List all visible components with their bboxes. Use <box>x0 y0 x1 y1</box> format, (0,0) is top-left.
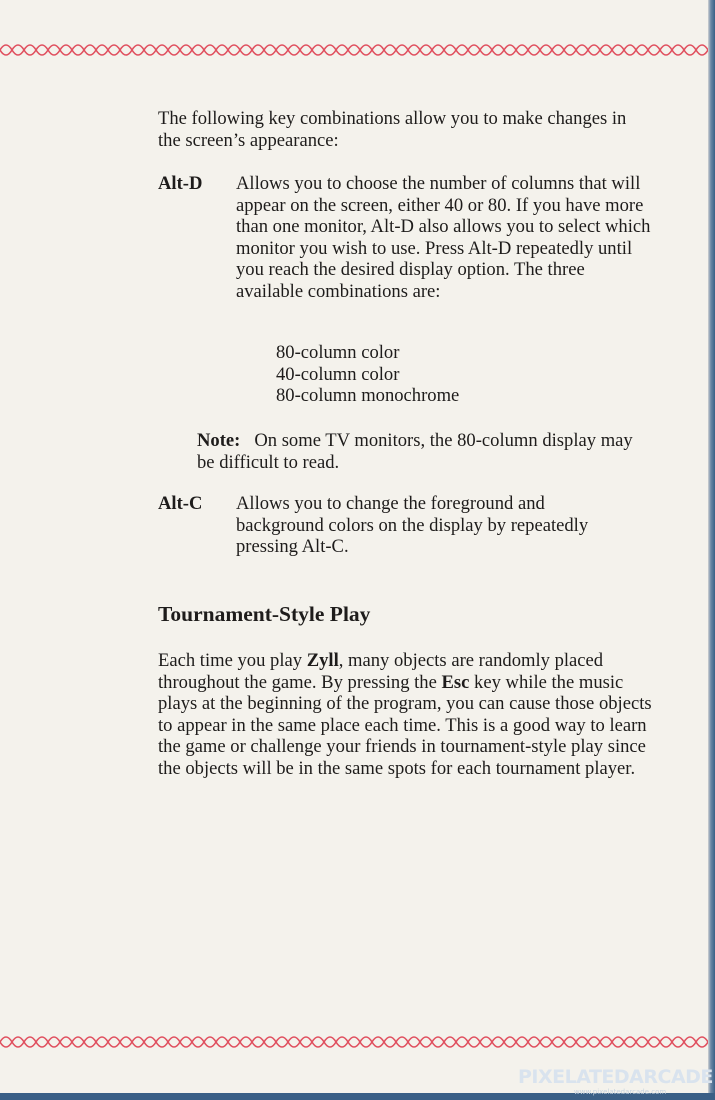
watermark-logo: PIXELATEDARCADE <box>518 1066 713 1088</box>
top-wave-border <box>0 40 708 60</box>
watermark-url: www.pixelatedarcade.com <box>574 1088 667 1096</box>
display-options-list <box>276 342 576 407</box>
alt-c-description: Allows you to change the foreground and background colors on the display by repeatedly pressing Alt-C. <box>236 493 589 558</box>
esc-key: Esc <box>441 671 470 693</box>
alt-c-key: Alt-C <box>158 493 203 514</box>
alt-d-description: Allows you to choose the number of columns that will appear on the screen, either 40 or 80. If you have more than one monitor, Alt-D also allows you to select which monitor you wish to use. Press Alt-D repeatedly until you reach the desired display option. The three available combinations are: <box>236 173 651 302</box>
para-part-2: , many objects are randomly placed throughout the game. By pressing the <box>158 650 604 693</box>
intro-paragraph: The following key combinations allow you to make changes in the screen’s appearance: <box>158 108 627 151</box>
option-40-column-color: 40-column color <box>276 363 400 385</box>
page-edge-shadow <box>708 0 715 1093</box>
section-heading: Tournament-Style Play <box>158 602 371 626</box>
tournament-paragraph <box>158 650 658 780</box>
zyll-title: Zyll <box>306 650 339 671</box>
option-80-column-color: 80-column color <box>276 342 400 363</box>
alt-d-key: Alt-D <box>158 173 203 194</box>
note-label: Note: <box>197 430 241 451</box>
para-part-1: Each time you play <box>158 650 307 671</box>
note-text: On some TV monitors, the 80-column display may be difficult to read. <box>197 430 633 473</box>
note-paragraph <box>197 430 637 473</box>
para-part-3: key while the music plays at the beginning of the program, you can cause those objects to appear in the same place each time. This is a good way to learn the game or challenge your friends in tournament-style play since the objects will be in the same spots for each tournament player. <box>158 671 652 779</box>
bottom-wave-border <box>0 1032 708 1052</box>
option-80-column-monochrome: 80-column monochrome <box>276 385 460 407</box>
